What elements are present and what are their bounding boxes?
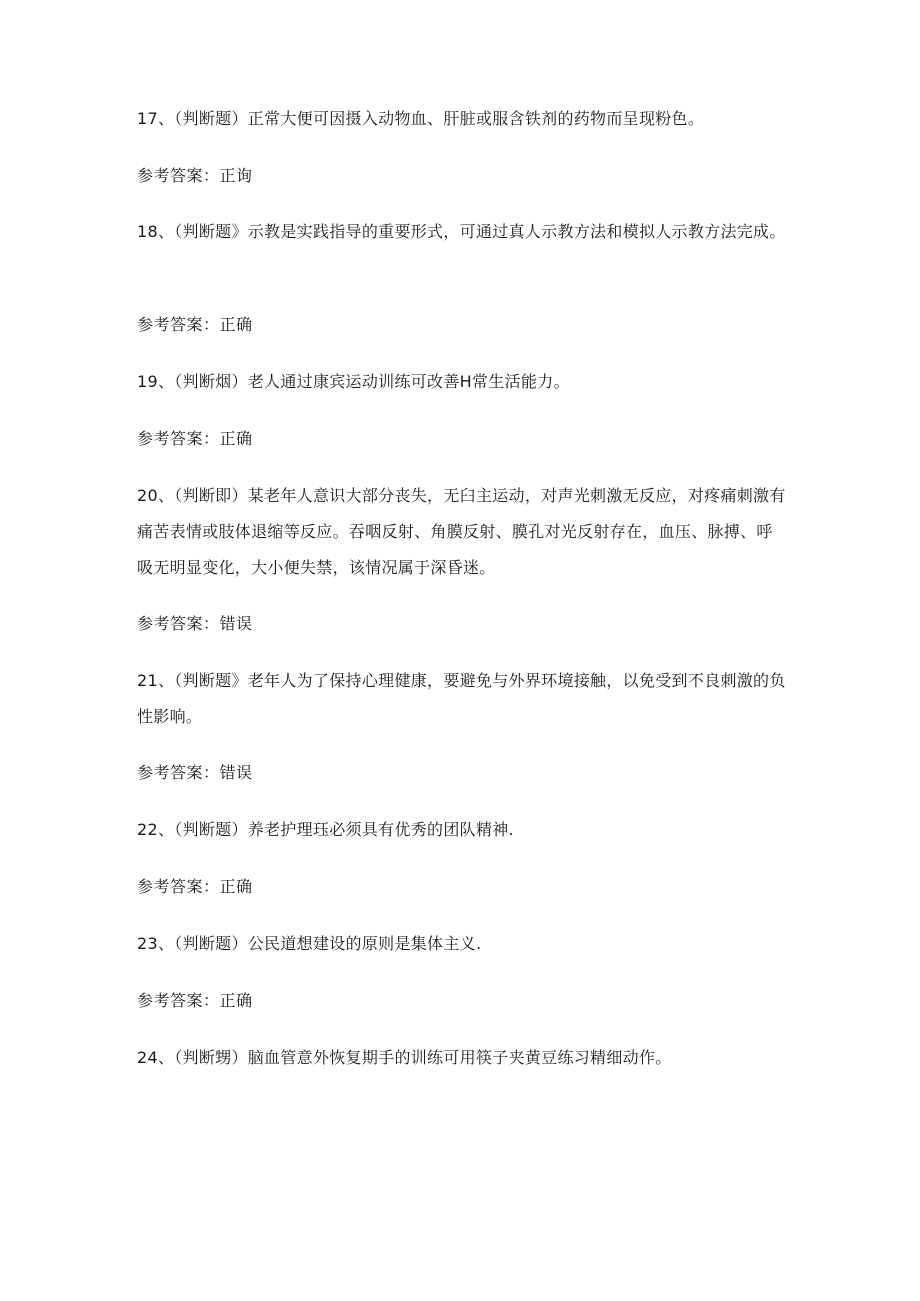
- question-22: 22、（判断题）养老护理珏必须具有优秀的团队精神.: [137, 820, 514, 839]
- question-18: 18、（判断题》示教是实践指导的重要形式，可通过真人示教方法和模拟人示教方法完成。: [137, 222, 786, 241]
- question-20: 20、（判断即）某老年人意识大部分丧失，无臼主运动，对声光刺激无反应，对疼痛刺激有痛苦表情或肢体退缩等反应。吞咽反射、角膜反射、膜孔对光反射存在，血压、脉搏、呼吸无明显变化，大小便失禁，该情况属于深昏迷。: [137, 486, 786, 577]
- question-19: 19、（判断烟）老人通过康宾运动训练可改善H常生活能力。: [137, 372, 570, 391]
- question-24: 24、（判断甥）脑血管意外恢复期手的训练可用筷子夹黄豆练习精细动作。: [137, 1048, 672, 1067]
- answer-17: 参考答案：正询: [137, 166, 253, 185]
- question-17: 17、（判断题）正常大便可因摄入动物血、肝脏或服含铁剂的药物而呈现粉色。: [137, 109, 705, 128]
- answer-18: 参考答案：正确: [137, 315, 253, 334]
- answer-23: 参考答案：正确: [137, 991, 253, 1010]
- answer-19: 参考答案：正确: [137, 429, 253, 448]
- answer-20: 参考答案：错误: [137, 614, 253, 633]
- question-23: 23、（判断题）公民道想建设的原则是集体主义.: [137, 934, 482, 953]
- question-21: 21、（判断题》老年人为了保持心理健康，要避免与外界环境接触，以免受到不良刺激的负性影响。: [137, 671, 786, 726]
- answer-22: 参考答案：正确: [137, 877, 253, 896]
- answer-21: 参考答案：错误: [137, 763, 253, 782]
